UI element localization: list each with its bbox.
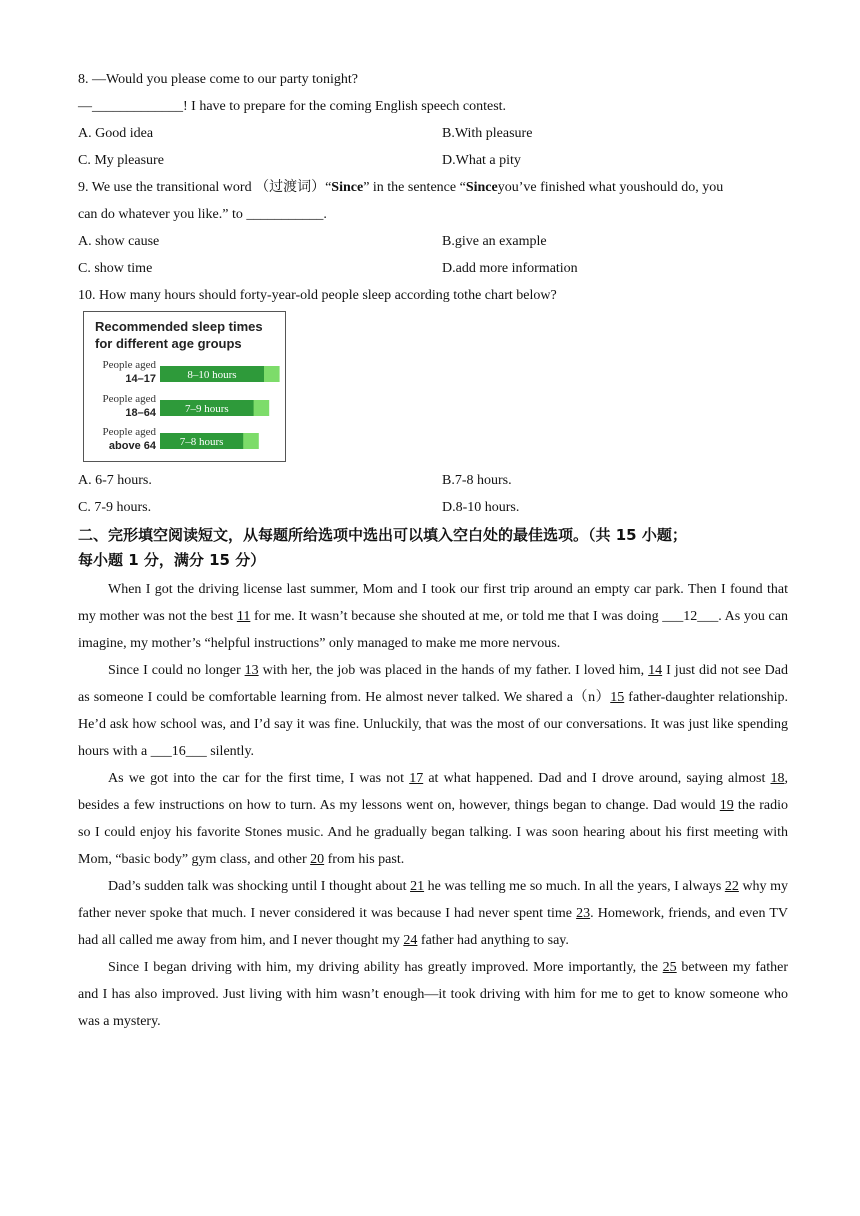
- passage-text: When I got the driving license last summer, Mom and I took our first trip around an empty car park. Then I found that my mother was not the best: [78, 582, 788, 624]
- q9-bold-word: Since: [465, 180, 498, 195]
- q8-reply: [78, 98, 506, 116]
- passage-text: , besides a few instructions on how to turn. As my lessons went on, however, things began to change. Dad would: [78, 771, 788, 813]
- passage-paragraph-5: [78, 954, 788, 1035]
- chart-bar-label: 7–9 hours: [184, 403, 229, 415]
- sleep-chart: [83, 311, 286, 462]
- q9-option-c: C. show time: [78, 261, 153, 276]
- passage-text: Since I could no longer: [108, 663, 245, 678]
- q9-stem-line2: can do whatever you like.” to ___________.: [78, 207, 327, 222]
- chart-category-label: People aged: [102, 359, 156, 371]
- q9-stem: [78, 179, 723, 197]
- passage-text: why my father never spoke that much. I never considered it was because I had never spent time: [78, 879, 789, 921]
- q9-option-d: D.add more information: [442, 261, 578, 276]
- passage-text: . Homework, friends, and even TV had all called me away from him, and I never thought my: [78, 906, 788, 948]
- chart-category-label: People aged: [102, 426, 156, 438]
- chart-title-line: Recommended sleep times: [95, 319, 263, 334]
- q8-reply-text: ! I have to prepare for the coming English speech contest.: [183, 99, 507, 114]
- chart-title-line: for different age groups: [95, 336, 242, 351]
- passage-text: father-daughter relationship. He’d ask how school was, and I’d say it was fine. Unluckily, that was the most of our conversations. It was just like spending hours with a: [78, 690, 788, 759]
- chart-bar-label: 8–10 hours: [187, 369, 237, 381]
- chart-category-label: 14–17: [125, 373, 156, 385]
- chart-bar-label: 7–8 hours: [179, 436, 224, 448]
- passage-text: Since I began driving with him, my driving ability has greatly improved. More importantly, the: [108, 960, 663, 975]
- passage-text: he was telling me so much. In all the years, I always: [424, 879, 725, 894]
- q10-option-a: A. 6-7 hours.: [78, 473, 152, 488]
- sleep-chart-svg: [84, 312, 285, 461]
- blank-19: 19: [719, 798, 734, 813]
- q9-bold-word: Since: [331, 180, 364, 195]
- blank-17: 17: [409, 771, 424, 786]
- blank-18: 18: [770, 771, 785, 786]
- passage-text: between my father and I has also improved. Just living with him wasn’t enough—it took driving with him for me to get to know someone who was a mystery.: [78, 960, 788, 1029]
- chart-category-label: above 64: [108, 440, 156, 452]
- blank-13: 13: [244, 663, 259, 678]
- passage-paragraph-4: [78, 873, 788, 954]
- q8-option-c: C. My pleasure: [78, 153, 164, 168]
- passage-text: As we got into the car for the first time, I was not: [108, 771, 410, 786]
- blank-22: 22: [724, 879, 739, 894]
- passage-text: father had anything to say.: [417, 933, 569, 948]
- passage-text: the radio so I could enjoy his favorite Stones music. And he gradually began talking. I was soon hearing about his first meeting with Mom, “basic body” gym class, and other: [78, 798, 788, 867]
- q9-option-a: A. show cause: [78, 234, 160, 249]
- cloze-passage: [78, 576, 788, 1035]
- q9-stem-part: 9. We use the transitional word （过渡词）“: [78, 180, 332, 195]
- passage-text: I just did not see Dad as someone I could be comfortable learning from. He almost never talked. We shared a（n）: [78, 663, 788, 705]
- chart-category-label: 18–64: [125, 407, 156, 419]
- blank-24: 24: [403, 933, 418, 948]
- blank-21: 21: [410, 879, 425, 894]
- blank-25: 25: [662, 960, 677, 975]
- passage-text: with her, the job was placed in the hands of my father. I loved him,: [258, 663, 649, 678]
- q10-option-d: D.8-10 hours.: [442, 500, 520, 515]
- q10-option-b: B.7-8 hours.: [442, 473, 512, 488]
- passage-text: Dad’s sudden talk was shocking until I thought about: [108, 879, 411, 894]
- q8-stem: 8. —Would you please come to our party tonight?: [78, 72, 358, 87]
- passage-paragraph-1: [78, 576, 788, 657]
- q8-option-b: B.With pleasure: [442, 126, 533, 141]
- passage-text: . As you can imagine, my mother’s “helpful instructions” only managed to make me more nervous.: [78, 609, 788, 651]
- passage-paragraph-2: [78, 657, 788, 765]
- passage-text: from his past.: [324, 852, 405, 867]
- q8-option-d: D.What a pity: [442, 153, 521, 168]
- blank-15: 15: [610, 690, 625, 705]
- blank-16: ___16___: [150, 744, 207, 759]
- q9-stem-part: ” in the sentence “: [363, 180, 466, 195]
- section-2-title-line2: 每小题 1 分，满分 15 分）: [78, 551, 266, 569]
- section-2-title: [78, 523, 798, 573]
- blank-23: 23: [576, 906, 591, 921]
- passage-text: silently.: [206, 744, 255, 759]
- passage-text: at what happened. Dad and I drove around, saying almost: [423, 771, 771, 786]
- q8-option-a: A. Good idea: [78, 126, 154, 141]
- q10-option-c: C. 7-9 hours.: [78, 500, 152, 515]
- section-2-title-line1: 二、完形填空阅读短文，从每题所给选项中选出可以填入空白处的最佳选项。（共 15 小题；: [78, 526, 687, 544]
- blank-20: 20: [310, 852, 325, 867]
- q9-option-b: B.give an example: [442, 234, 547, 249]
- q8-reply-dash: —: [78, 99, 92, 114]
- blank-14: 14: [648, 663, 663, 678]
- q8-blank: _____________: [92, 99, 183, 114]
- blank-12: ___12___: [662, 609, 719, 624]
- chart-category-label: People aged: [102, 393, 156, 405]
- passage-paragraph-3: [78, 765, 788, 873]
- q9-stem-part: you’ve finished what youshould do, you: [497, 180, 724, 195]
- q10-stem: 10. How many hours should forty-year-old people sleep according tothe chart below?: [78, 288, 557, 303]
- passage-text: for me. It wasn’t because she shouted at me, or told me that I was doing: [250, 609, 663, 624]
- blank-11: 11: [236, 609, 251, 624]
